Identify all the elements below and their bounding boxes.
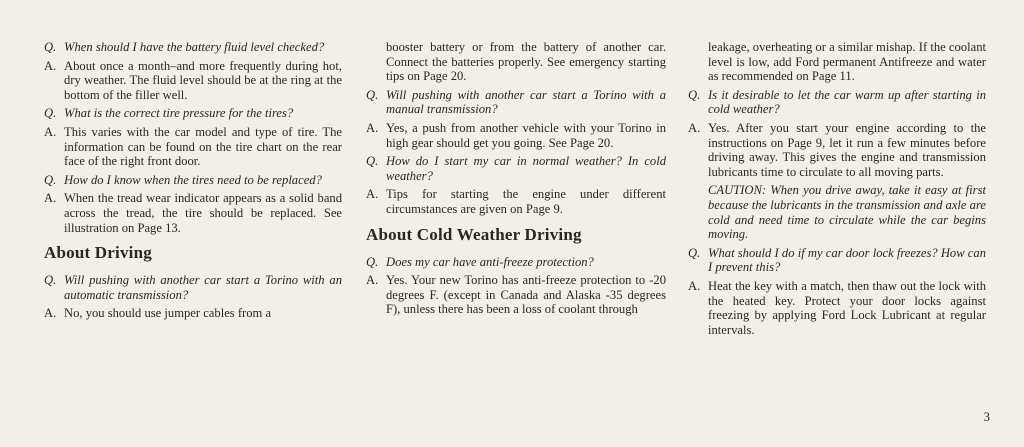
question (44, 40, 342, 55)
answer-text: Yes. After you start your engine according to the instructions on Page 9, let it run a few minutes before driving away. This gives the engine and transmission lubricants time to circulate to all moving parts. (708, 120, 986, 179)
answer (366, 273, 666, 317)
answer (44, 125, 342, 169)
question (688, 88, 986, 117)
answer-text: No, you should use jumper cables from a (64, 306, 272, 321)
answer-marker: A. (366, 120, 379, 135)
answer (366, 40, 666, 84)
answer (366, 187, 666, 216)
question-marker: Q. (44, 273, 57, 288)
answer-text: When the tread wear indicator appears as a solid band across the tread, the tire should be replaced. See illustration on Page 13. (64, 191, 342, 235)
column-2 (366, 40, 666, 321)
question (44, 273, 342, 302)
question-marker: Q. (44, 40, 57, 54)
question-marker: Q. (44, 172, 57, 187)
question (688, 246, 986, 275)
section-heading: About Cold Weather Driving (366, 224, 582, 244)
question-text: How do I start my car in normal weather? In cold weather? (386, 154, 666, 183)
answer (688, 279, 986, 337)
answer-text: This varies with the car model and type of tire. The information can be found on the tire chart on the rear face of the right front door. (64, 124, 342, 169)
column-1 (44, 40, 342, 325)
question-text: Does my car have anti-freeze protection? (386, 254, 594, 269)
question (366, 88, 666, 117)
question-marker: Q. (366, 87, 379, 102)
answer (44, 191, 342, 235)
answer (366, 121, 666, 150)
question-marker: Q. (688, 87, 701, 102)
answer-marker: A. (688, 120, 701, 135)
answer-marker: A. (688, 278, 701, 293)
answer (44, 59, 342, 103)
answer-text: About once a month–and more frequently during hot, dry weather. The fluid level should be at the ring at the bottom of the filler well. (64, 58, 342, 102)
answer-text: Tips for starting the engine under different circumstances are given on Page 9. (386, 187, 666, 216)
answer-marker (366, 40, 386, 84)
question (366, 255, 666, 270)
question (366, 154, 666, 183)
question-marker: Q. (688, 245, 701, 260)
question-text: When should I have the battery fluid level checked? (64, 40, 325, 54)
answer-marker: A. (44, 306, 57, 321)
question-marker: Q. (44, 106, 57, 121)
question-marker: Q. (366, 254, 379, 269)
question-text: Is it desirable to let the car warm up after starting in cold weather? (708, 87, 986, 117)
answer-text: booster battery or from the battery of another car. Connect the batteries properly. See emergency starting tips on Page 20. (386, 40, 666, 84)
question (44, 173, 342, 188)
answer (688, 121, 986, 179)
answer-marker: A. (366, 273, 379, 288)
answer-marker: A. (366, 187, 379, 202)
column-3 (688, 40, 986, 341)
answer-marker: A. (44, 124, 57, 139)
question-text: What is the correct tire pressure for the tires? (64, 106, 294, 121)
answer-text: Heat the key with a match, then thaw out the lock with the heated key. Protect your door locks against freezing by applying Ford Lock Lubricant at regular intervals. (708, 278, 986, 337)
page-number: 3 (983, 409, 990, 424)
question-text: How do I know when the tires need to be replaced? (64, 172, 322, 187)
answer (44, 306, 342, 321)
question-text: Will pushing with another car start a Torino with an automatic transmission? (64, 273, 342, 302)
answer-text: leakage, overheating or a similar mishap. If the coolant level is low, add Ford permanent Antifreeze and water as recommended on Page 11. (708, 40, 986, 84)
answer-text: Yes, a push from another vehicle with your Torino in high gear should get you going. See Page 20. (386, 120, 666, 150)
answer-marker: A. (44, 191, 57, 206)
question-marker: Q. (366, 154, 379, 169)
answer-marker: A. (44, 58, 57, 73)
answer-marker (688, 40, 708, 84)
question-text: Will pushing with another car start a Torino with a manual transmission? (386, 87, 666, 117)
section-heading: About Driving (44, 243, 152, 263)
question (44, 106, 342, 121)
answer (688, 40, 986, 84)
question-text: What should I do if my car door lock freezes? How can I prevent this? (708, 245, 986, 275)
caution-note: CAUTION: When you drive away, take it easy at first because the lubricants in the transmission and axle are cold and need time to circulate while the car begins moving. (708, 183, 986, 242)
answer-text: Yes. Your new Torino has anti-freeze protection to -20 degrees F. (except in Canada and Alaska -35 degrees F), unless there has been a loss of coolant through (386, 273, 666, 317)
